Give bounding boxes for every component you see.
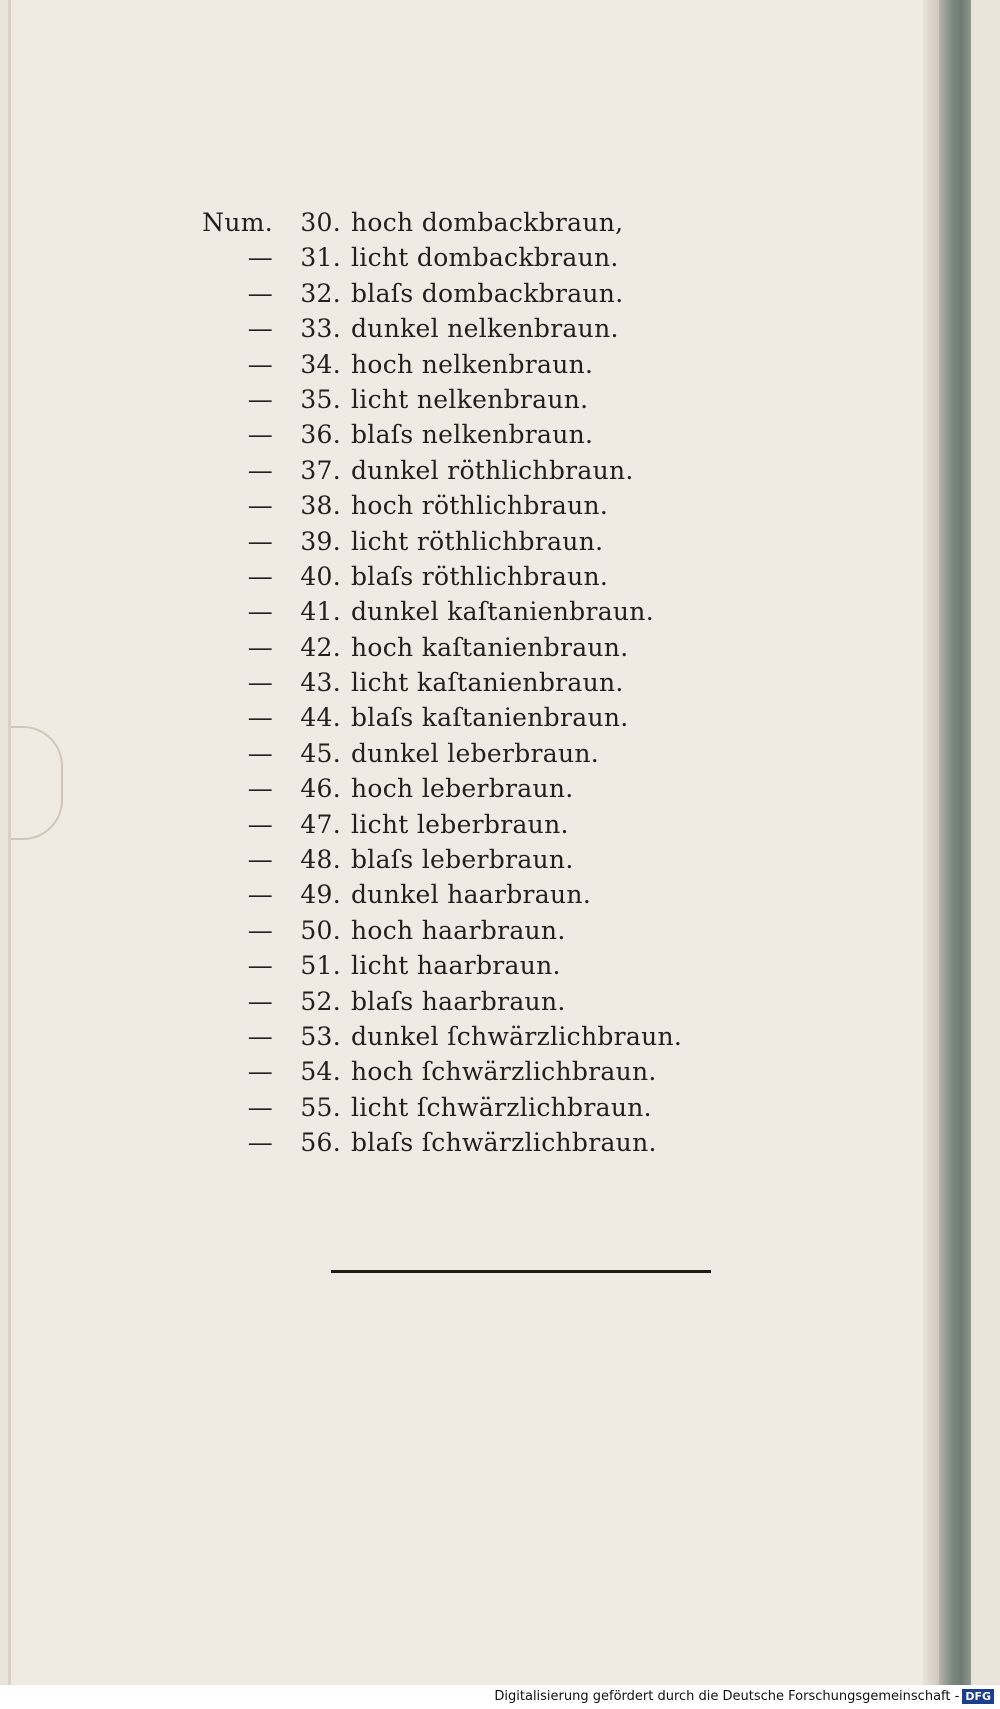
list-item [201,491,682,526]
entry-text: dunkel nelkenbraun. [351,314,619,344]
entry-prefix: — [247,384,273,414]
entry-number: 46. [300,774,341,804]
list-item [201,668,682,703]
entry-prefix: — [247,986,273,1016]
entry-prefix: — [247,809,273,839]
entry-number: 36. [300,420,341,450]
entry-prefix: Num. [202,208,273,237]
entry-text: licht nelkenbraun. [351,384,589,414]
list-item [201,916,682,951]
list-item [201,633,682,668]
entry-prefix: — [247,455,273,485]
entry-text: blaſs haarbraun. [351,986,566,1016]
entry-number: 37. [300,455,341,485]
list-item [201,279,682,314]
entry-number: 42. [300,632,341,662]
entry-number: 32. [300,278,341,308]
list-item [201,703,682,738]
entry-prefix: — [247,774,273,804]
entry-text: dunkel kaſtanienbraun. [351,597,654,627]
entry-text: blaſs dombackbraun. [351,278,624,308]
entry-prefix: — [247,738,273,768]
book-page [8,0,971,1685]
entry-text: dunkel leberbraun. [351,738,600,768]
entry-prefix: — [247,1128,273,1158]
list-item [201,739,682,774]
list-item [201,987,682,1022]
entry-number: 30. [300,208,341,237]
entry-text: licht haarbraun. [351,951,561,981]
list-item [201,597,682,632]
entry-number: 31. [300,243,341,273]
entry-number: 47. [300,809,341,839]
entry-number: 55. [300,1092,341,1122]
list-item [201,314,682,349]
entry-prefix: — [247,1021,273,1051]
page-edge [923,0,939,1685]
entry-prefix: — [247,668,273,698]
list-item [201,951,682,986]
list-item [201,420,682,455]
entry-text: dunkel röthlichbraun. [351,455,634,485]
entry-number: 51. [300,951,341,981]
entry-number: 33. [300,314,341,344]
entry-text: hoch kaſtanienbraun. [351,632,629,662]
entry-prefix: — [247,349,273,379]
entry-prefix: — [247,1092,273,1122]
entry-number: 48. [300,845,341,875]
list-item [201,350,682,385]
entry-prefix: — [247,243,273,273]
page-tab [11,726,63,840]
book-spine [939,0,971,1685]
entry-prefix: — [247,632,273,662]
entry-text: hoch röthlichbraun. [351,491,609,521]
list-item [201,845,682,880]
digitization-footer [0,1685,1000,1709]
entry-number: 40. [300,561,341,591]
entry-text: blaſs leberbraun. [351,845,574,875]
entry-prefix: — [247,597,273,627]
entry-text: licht ſchwärzlichbraun. [351,1092,652,1122]
entry-text: licht leberbraun. [351,809,569,839]
list-item [201,243,682,278]
entry-number: 38. [300,491,341,521]
entry-number: 41. [300,597,341,627]
list-item [201,880,682,915]
list-item [201,1057,682,1092]
entry-prefix: — [247,915,273,945]
entry-text: dunkel haarbraun. [351,880,592,910]
entry-number: 34. [300,349,341,379]
entry-text: blaſs nelkenbraun. [351,420,594,450]
entry-text: hoch leberbraun. [351,774,574,804]
entry-prefix: — [247,314,273,344]
list-item [201,562,682,597]
entry-number: 44. [300,703,341,733]
entry-prefix: — [247,951,273,981]
entry-text: blaſs ſchwärzlichbraun. [351,1128,657,1158]
entry-number: 53. [300,1021,341,1051]
color-list [201,208,682,1164]
entry-number: 52. [300,986,341,1016]
entry-number: 56. [300,1128,341,1158]
entry-number: 35. [300,384,341,414]
entry-prefix: — [247,420,273,450]
entry-prefix: — [247,703,273,733]
entry-text: hoch dombackbraun, [351,208,624,237]
list-item [201,527,682,562]
entry-number: 54. [300,1057,341,1087]
entry-text: licht röthlichbraun. [351,526,604,556]
section-rule [331,1270,711,1273]
list-item [201,1022,682,1057]
entry-number: 50. [300,915,341,945]
entry-text: blaſs kaſtanienbraun. [351,703,629,733]
list-item [201,810,682,845]
list-item [201,1128,682,1163]
entry-text: hoch nelkenbraun. [351,349,594,379]
entry-text: hoch haarbraun. [351,915,566,945]
entry-prefix: — [247,491,273,521]
entry-prefix: — [247,526,273,556]
list-item [201,208,682,243]
entry-number: 45. [300,738,341,768]
entry-text: hoch ſchwärzlichbraun. [351,1057,657,1087]
entry-number: 43. [300,668,341,698]
entry-number: 49. [300,880,341,910]
list-item [201,774,682,809]
entry-text: licht kaſtanienbraun. [351,668,624,698]
list-item [201,1093,682,1128]
list-item [201,385,682,420]
footer-credit: Digitalisierung gefördert durch die Deutsche Forschungsgemeinschaft - [494,1689,960,1704]
entry-text: blaſs röthlichbraun. [351,561,609,591]
entry-prefix: — [247,1057,273,1087]
entry-prefix: — [247,278,273,308]
dfg-logo: DFG [962,1689,994,1704]
list-item [201,456,682,491]
entry-prefix: — [247,880,273,910]
entry-number: 39. [300,526,341,556]
entry-prefix: — [247,845,273,875]
entry-prefix: — [247,561,273,591]
entry-text: licht dombackbraun. [351,243,619,273]
entry-text: dunkel ſchwärzlichbraun. [351,1021,683,1051]
